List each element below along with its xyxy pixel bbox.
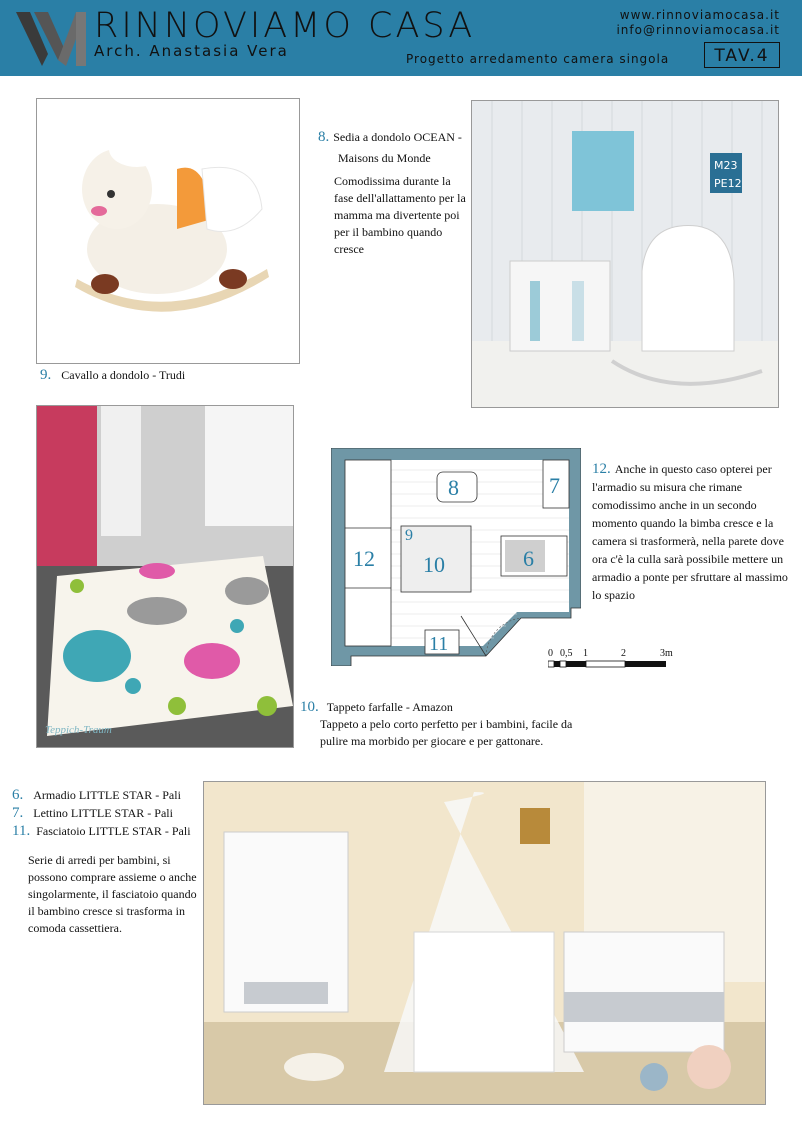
item9-number: 9.	[40, 367, 52, 383]
item8-number: 8.	[318, 129, 330, 145]
scale-3m: 3m	[660, 648, 673, 659]
item10-number: 10.	[300, 699, 319, 715]
item10-description: Tappeto a pelo corto perfetto per i bambini, facile da pulire ma morbido per giocare e per gattonare.	[320, 717, 573, 748]
butterfly-rug-photo	[36, 405, 294, 748]
nursery-furniture-photo	[203, 781, 766, 1105]
item7-title: Lettino LITTLE STAR - Pali	[33, 806, 173, 820]
item11-number: 11.	[12, 823, 31, 839]
item6-number: 6.	[12, 787, 24, 803]
svg-text:M23: M23	[714, 159, 738, 172]
plan-label-9: 9	[405, 527, 413, 544]
plan-label-8: 8	[448, 475, 459, 500]
svg-text:PE12: PE12	[714, 177, 742, 190]
item8-description: Comodissima durante la fase dell'allattamento per la mamma ma divertente poi per il bambino quando cresce	[334, 174, 466, 256]
plan-label-12: 12	[353, 546, 375, 571]
caption-item12	[592, 460, 792, 604]
scale-0-5: 0,5	[560, 648, 573, 659]
website-link[interactable]: www.rinnoviamocasa.it	[619, 8, 780, 22]
sheet-number: TAV.4	[704, 42, 780, 68]
item8-title: Sedia a dondolo OCEAN -	[333, 130, 462, 144]
item11-title: Fasciatoio LITTLE STAR - Pali	[36, 824, 191, 838]
scale-2: 2	[621, 648, 626, 659]
item9-title: Cavallo a dondolo - Trudi	[61, 368, 186, 382]
plan-label-6: 6	[523, 546, 534, 571]
item8-brand: Maisons du Monde	[338, 151, 431, 165]
rocking-chair-photo	[471, 100, 779, 408]
caption-item10	[300, 698, 600, 750]
project-title: Progetto arredamento camera singola	[406, 52, 670, 66]
plan-label-7: 7	[549, 473, 560, 498]
plan-label-10: 10	[423, 552, 445, 577]
brand-title: RINNOVIAMO CASA	[94, 6, 476, 46]
item10-title: Tappeto farfalle - Amazon	[326, 700, 453, 714]
caption-item8	[318, 128, 468, 258]
item7-number: 7.	[12, 805, 24, 821]
item6-title: Armadio LITTLE STAR - Pali	[33, 788, 181, 802]
floor-plan	[331, 448, 581, 666]
logo-icon	[14, 8, 88, 68]
scale-1: 1	[583, 648, 588, 659]
series-description: Serie di arredi per bambini, si possono comprare assieme o anche singolarmente, il fasciatoio quando il bambino cresce si trasforma in comoda cassettiera.	[28, 853, 197, 935]
rocking-horse-photo	[36, 98, 300, 364]
caption-items-6-7-11	[12, 786, 202, 840]
caption-item9	[40, 366, 185, 384]
email-link[interactable]: info@rinnoviamocasa.it	[616, 23, 780, 37]
architect-name: Arch. Anastasia Vera	[94, 42, 289, 60]
scale-bar	[548, 648, 678, 670]
plan-label-11: 11	[429, 633, 449, 655]
rug-watermark: Teppich-Traum	[45, 724, 112, 736]
item12-description: Anche in questo caso opterei per l'armadio su misura che rimane comodissimo anche in un secondo momento quando la bimba cresce e la camera si trasformerà, nella parete dove ora c'è la culla sarà possibile mettere un armadio a ponte per sfruttare al massimo lo spazio	[592, 462, 788, 602]
scale-0: 0	[548, 648, 553, 659]
item12-number: 12.	[592, 461, 611, 477]
